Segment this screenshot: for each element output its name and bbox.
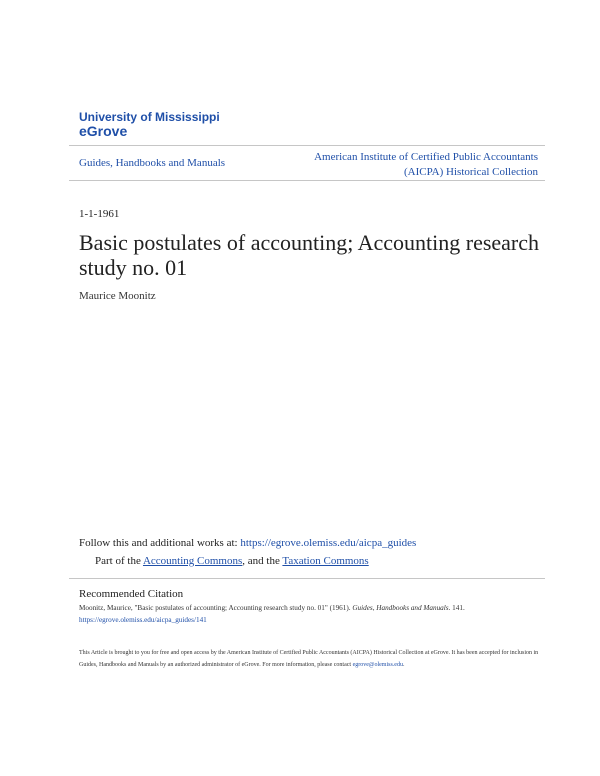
follow-url-link[interactable]: https://egrove.olemiss.edu/aicpa_guides <box>240 537 417 549</box>
citation-body: Moonitz, Maurice, "Basic postulates of accounting; Accounting research study no. 01" (1961). <box>79 604 353 612</box>
citation-url-link[interactable]: https://egrove.olemiss.edu/aicpa_guides/141 <box>79 616 207 624</box>
collection-link-guides[interactable]: Guides, Handbooks and Manuals <box>79 157 226 169</box>
notice-end: . <box>402 662 405 668</box>
collection-line-2: (AICPA) Historical Collection <box>403 166 538 178</box>
notice-body: This Article is brought to you for free and open access by the American Institute of Certified Public Accountants (AICPA) Historical Collection at eGrove. It has been accepted for inclusion in Guides, Handbooks and Manuals by an authorized administrator of eGrove. For more information, please contact <box>79 650 539 668</box>
recommended-citation-heading: Recommended Citation <box>79 588 184 600</box>
contact-email-link[interactable]: egrove@olemiss.edu <box>352 662 403 668</box>
bottom-divider <box>69 180 545 181</box>
accounting-commons-link[interactable]: Accounting Commons <box>142 555 243 567</box>
author-name: Maurice Moonitz <box>79 290 156 302</box>
part-of-line <box>95 555 369 567</box>
follow-line <box>79 537 416 549</box>
citation-divider <box>69 578 545 579</box>
repository-name: eGrove <box>79 123 128 139</box>
taxation-commons-link[interactable]: Taxation Commons <box>282 555 369 567</box>
document-title: Basic postulates of accounting; Accounting research study no. 01 <box>79 230 540 280</box>
citation-series: Guides, Handbooks and Manuals <box>352 604 449 612</box>
partof-middle: , and the <box>242 555 283 567</box>
citation-number: . 141. <box>448 604 465 612</box>
top-divider <box>69 145 545 146</box>
publication-date: 1-1-1961 <box>79 208 120 220</box>
citation-text <box>79 602 549 626</box>
partof-prefix: Part of the <box>95 555 143 567</box>
follow-prefix: Follow this and additional works at: <box>79 537 241 549</box>
collection-link-aicpa[interactable] <box>238 150 538 180</box>
university-name: University of Mississippi <box>79 110 220 124</box>
access-notice <box>79 647 549 671</box>
collection-line-1: American Institute of Certified Public Accountants <box>314 151 538 163</box>
